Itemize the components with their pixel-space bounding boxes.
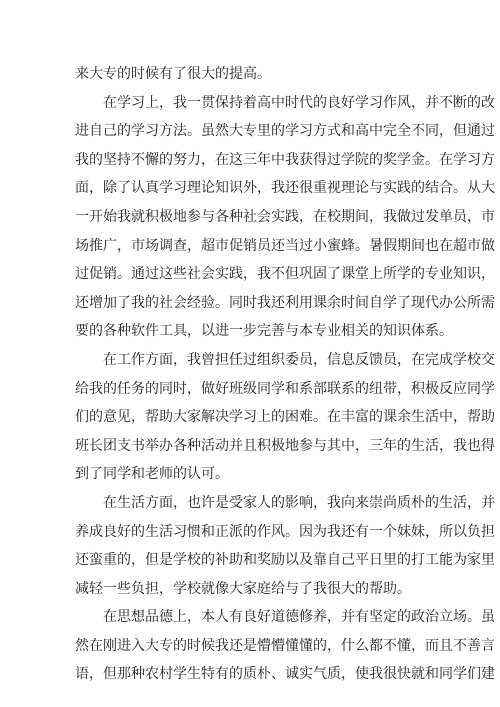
paragraph-start-line: 在思想品德上，本人有良好道德修养，并有坚定的政治立场。虽 (103, 609, 495, 626)
text-line: 我的坚持不懈的努力，在这三年中我获得过学院的奖学金。在学习方 (75, 151, 495, 168)
paragraph-start-line: 在工作方面，我曾担任过组织委员，信息反馈员，在完成学校交 (103, 351, 495, 368)
text-line: 养成良好的生活习惯和正派的作风。因为我还有一个妹妹，所以负担 (75, 523, 495, 540)
text-line: 到了同学和老师的认可。 (75, 466, 229, 483)
text-line: 来大专的时候有了很大的提高。 (75, 66, 271, 82)
text-line: 给我的任务的同时，做好班级同学和系部联系的纽带，积极反应同学 (75, 380, 495, 397)
text-line: 班长团支书举办各种活动并且积极地参与其中，三年的生活，我也得 (75, 437, 495, 454)
text-line: 面，除了认真学习理论知识外，我还很重视理论与实践的结合。从大 (75, 180, 495, 197)
document-body (75, 60, 495, 689)
text-line: 还蛮重的，但是学校的补助和奖励以及靠自己平日里的打工能为家里 (75, 552, 495, 569)
text-line: 们的意见，帮助大家解决学习上的困难。在丰富的课余生活中，帮助 (75, 409, 495, 426)
paragraph-start-line: 在生活方面，也许是受家人的影响，我向来崇尚质朴的生活，并 (103, 494, 495, 511)
text-line: 语，但那种农村学生特有的质朴、诚实气质，使我很快就和同学们建 (75, 666, 495, 683)
text-line: 进自己的学习方法。虽然大专里的学习方式和高中完全不同，但通过 (75, 123, 495, 140)
text-line: 然在刚进入大专的时候我还是懵懵懂懂的，什么都不懂，而且不善言 (75, 637, 495, 654)
text-line: 场推广，市场调查，超市促销员还当过小蜜蜂。暑假期间也在超市做 (75, 237, 495, 254)
text-line: 过促销。通过这些社会实践，我不但巩固了课堂上所学的专业知识， (75, 266, 495, 283)
paragraph-start-line: 在学习上，我一贯保持着高中时代的良好学习作风，并不断的改 (103, 94, 495, 111)
text-line: 减轻一些负担，学校就像大家庭给与了我很大的帮助。 (75, 580, 411, 597)
text-line: 还增加了我的社会经验。同时我还利用课余时间自学了现代办公所需 (75, 294, 495, 311)
text-line: 要的各种软件工具，以进一步完善与本专业相关的知识体系。 (75, 323, 453, 340)
text-line: 一开始我就积极地参与各种社会实践，在校期间，我做过发单员，市 (75, 208, 495, 225)
